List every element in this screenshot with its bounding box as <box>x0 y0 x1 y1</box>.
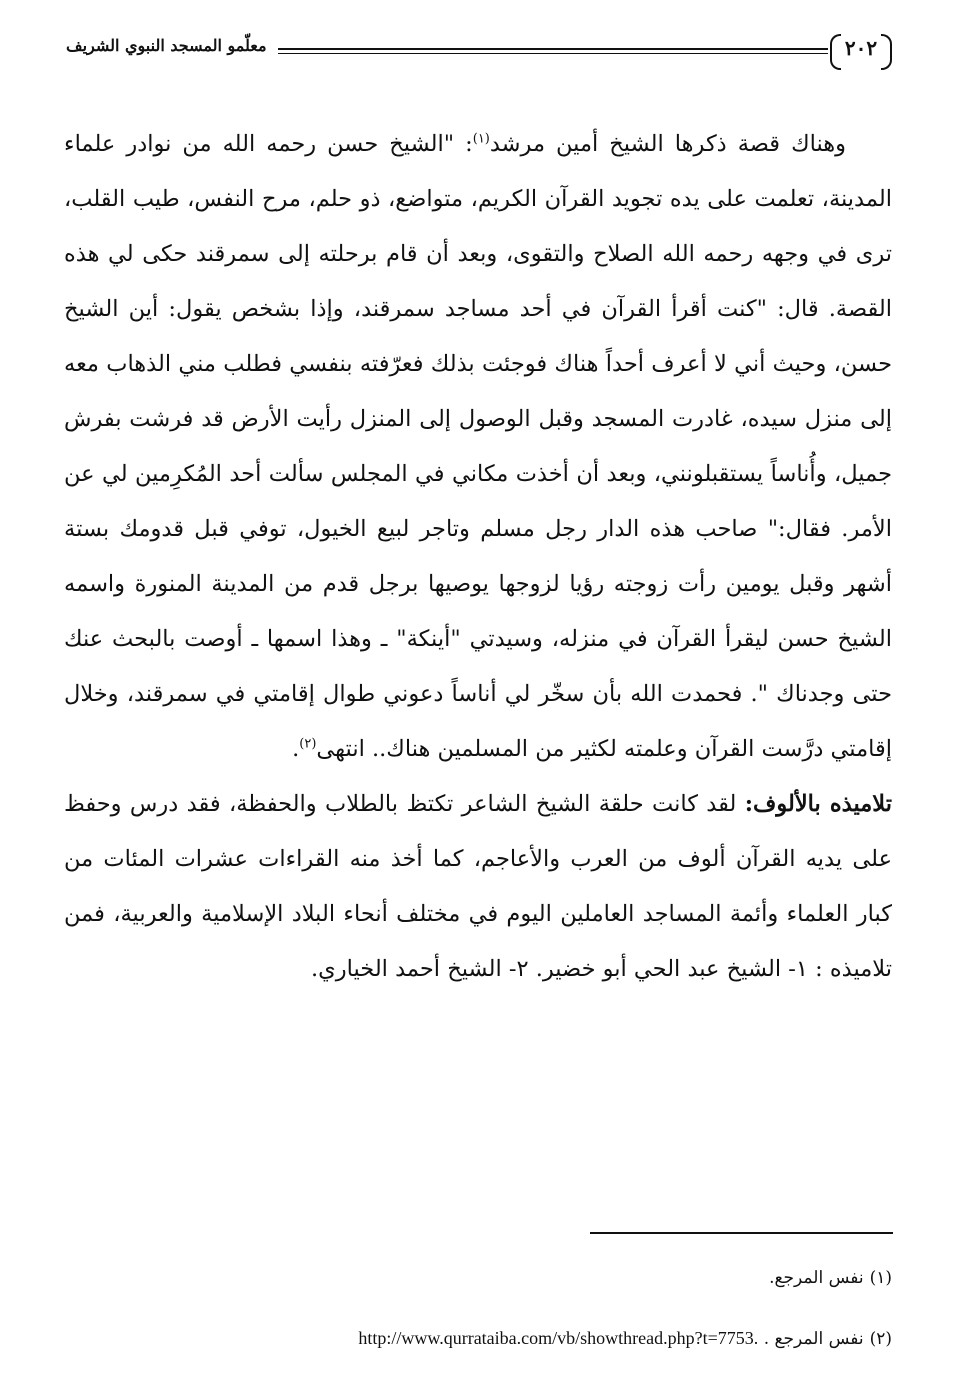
footnote-ref-1[interactable]: (١) <box>472 131 490 147</box>
page-header <box>66 30 892 70</box>
footnote-text: نفس المرجع. <box>769 1268 864 1288</box>
footnote-number: (٢) <box>869 1329 892 1349</box>
footnote-link[interactable]: http://www.qurrataiba.com/vb/showthread.php?t=7753. <box>358 1328 759 1348</box>
story-end: . <box>292 736 300 762</box>
running-title: معلّمو المسجد النبوي الشريف <box>66 36 267 55</box>
paragraph-story <box>64 117 892 777</box>
footnote-2 <box>64 1323 892 1383</box>
footnote-separator <box>590 1232 893 1234</box>
footnotes <box>64 1263 892 1383</box>
students-text: لقد كانت حلقة الشيخ الشاعر تكتظ بالطلاب والحفظة، فقد درس وحفظ على يديه القرآن ألوف من العرب والأعاجم، كما أخذ منه القراءات عشرات المئات من كبار العلماء وأئمة المساجد العاملين اليوم في مختلف أنحاء البلاد الإسلامية والعربية، فمن تلاميذه : ١- الشيخ عبد الحي أبو خضير. ٢- الشيخ أحمد الخياري. <box>64 791 892 982</box>
main-text <box>64 117 892 997</box>
header-rule <box>278 48 828 54</box>
page-number: ٢٠٢ <box>844 36 878 60</box>
paragraph-students <box>64 777 892 997</box>
footnote-ref-2[interactable]: (٢) <box>299 736 317 752</box>
footnote-1 <box>64 1263 892 1323</box>
story-text: : "الشيخ حسن رحمه الله من نوادر علماء المدينة، تعلمت على يده تجويد القرآن الكريم، متواضع، ذو حلم، مرح النفس، طيب القلب، ترى في وجهه رحمه الله الصلاح والتقوى، وبعد أن قام برحلته إلى سمرقند حكى لي هذه القصة. قال: "كنت أقرأ القرآن في أحد مساجد سمرقند، وإذا بشخص يقول: أين الشيخ حسن، وحيث أني لا أعرف أحداً هناك فوجئت بذلك فعرّفته بنفسي فطلب مني الذهاب معه إلى منزل سيده، غادرت المسجد وقبل الوصول إلى المنزل رأيت الأرض قد فرشت بفرش جميل، وأُناساً يستقبلونني، وبعد أن أخذت مكاني في المجلس سألت أحد المُكرِمين لي عن الأمر. فقال:" صاحب هذه الدار رجل مسلم وتاجر لبيع الخيول، توفي قبل قدومك بستة أشهر وقبل يومين رأت زوجته رؤيا لزوجها يوصيها برجل قدم من المدينة المنورة واسمه الشيخ حسن ليقرأ القرآن في منزله، وسيدتي "أينكة" ـ وهذا اسمها ـ أوصت بالبحث عنك حتى وجدناك ". فحمدت الله بأن سخّر لي أناساً دعوني طوال إقامتي في سمرقند، وخلال إقامتي درَّست القرآن وعلمته لكثير من المسلمين هناك.. انتهى <box>64 131 892 762</box>
footnote-number: (١) <box>869 1268 892 1288</box>
page-number-frame <box>830 34 892 68</box>
section-heading: تلاميذه بالألوف: <box>744 791 892 817</box>
story-intro: وهناك قصة ذكرها الشيخ أمين مرشد <box>489 131 846 157</box>
footnote-text: نفس المرجع . <box>763 1329 864 1349</box>
